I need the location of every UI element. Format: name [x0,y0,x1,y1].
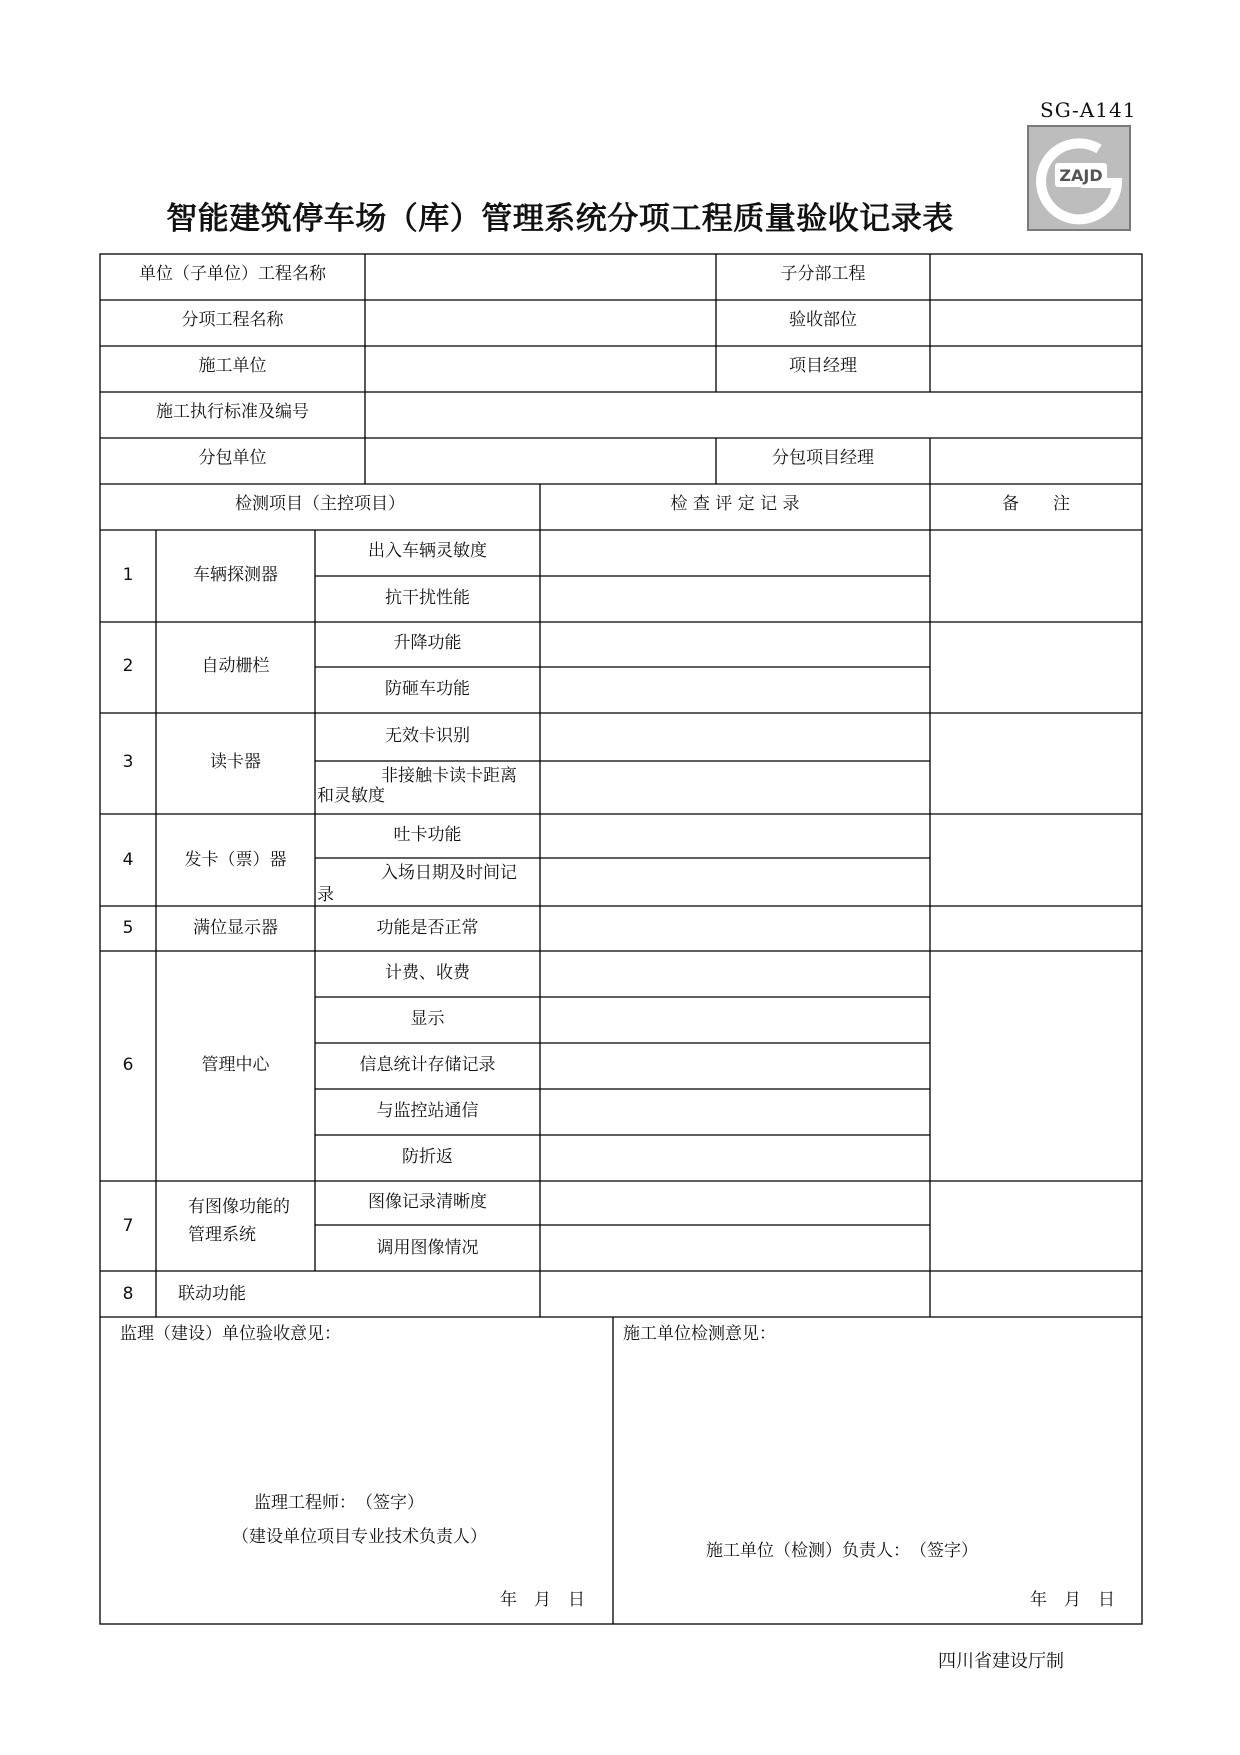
standard-label: 施工执行标准及编号 [156,402,309,422]
issuer-footer: 四川省建设厅制 [938,1651,1064,1672]
row-number: 3 [122,752,134,772]
project-manager-label: 项目经理 [789,356,857,376]
supervision-opinion-title: 监理（建设）单位验收意见： [120,1324,341,1344]
sub-item: 防折返 [402,1147,453,1167]
row-number: 8 [122,1284,134,1304]
sub-item: 入场日期及时间记录 [317,863,517,905]
sub-item: 显示 [410,1009,445,1029]
sub-item: 功能是否正常 [376,918,479,938]
logo-text: ZAJD [1059,166,1103,185]
project-name-label: 单位（子单位）工程名称 [139,264,326,284]
sub-item: 非接触卡读卡距离和灵敏度 [317,766,517,806]
acceptance-part-label: 验收部位 [789,310,857,330]
record-header: 检 查 评 定 记 录 [670,494,800,514]
row-item-name: 管理中心 [201,1055,270,1075]
page-title: 智能建筑停车场（库）管理系统分项工程质量验收记录表 [166,201,954,237]
sub-item: 升降功能 [393,633,462,653]
row-item-name: 满位显示器 [193,918,278,938]
subcontractor-label: 分包单位 [198,448,267,468]
row-item-name: 车辆探测器 [193,565,278,585]
item-name-label: 分项工程名称 [181,310,284,330]
date-right: 年 月 日 [1030,1590,1115,1610]
sub-item: 防砸车功能 [385,679,470,699]
row-item-name: 有图像功能的管理系统 [188,1197,290,1245]
owner-representative: （建设单位项目专业技术负责人） [232,1527,487,1547]
sub-item: 图像记录清晰度 [368,1192,487,1212]
sub-item: 吐卡功能 [393,825,462,845]
sub-item: 抗干扰性能 [385,588,470,608]
items-header: 检测项目（主控项目） [235,494,405,514]
row-number: 2 [122,656,134,676]
row-item-name: 联动功能 [178,1284,246,1304]
row-number: 4 [122,850,134,870]
row-number: 1 [122,565,134,585]
construction-opinion-title: 施工单位检测意见： [623,1324,776,1344]
date-left: 年 月 日 [500,1590,585,1610]
row-number: 6 [122,1055,134,1075]
sub-item: 与监控站通信 [376,1101,479,1121]
row-item-name: 自动栅栏 [201,656,270,676]
row-number: 5 [122,918,134,938]
construction-unit-label: 施工单位 [198,356,267,376]
sub-manager-label: 分包项目经理 [772,448,874,468]
engineer-signature: 监理工程师： （签字） [254,1493,424,1513]
sub-item: 信息统计存储记录 [359,1055,496,1075]
sub-item: 调用图像情况 [376,1238,479,1258]
sub-item: 出入车辆灵敏度 [368,541,487,561]
row-item-name: 发卡（票）器 [184,850,287,870]
remark-header: 备 注 [1002,494,1070,514]
form-code: SG-A141 [1040,98,1137,122]
row-item-name: 读卡器 [210,752,261,772]
sub-item: 无效卡识别 [385,726,470,746]
construction-signature: 施工单位（检测）负责人： （签字） [706,1541,978,1561]
sub-item: 计费、收费 [385,963,470,983]
row-number: 7 [122,1216,134,1236]
sub-division-label: 子分部工程 [780,264,866,284]
